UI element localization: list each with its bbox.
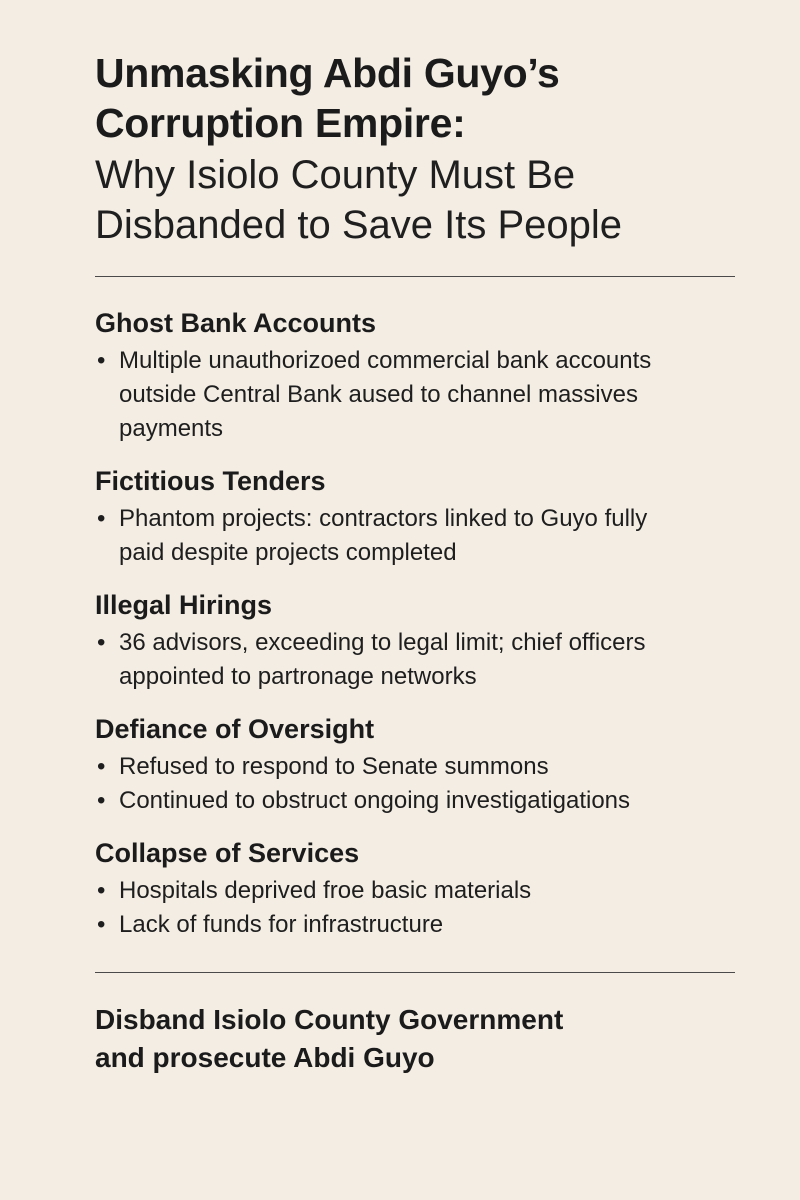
top-divider [95, 276, 735, 277]
bullet-text: Hospitals deprived froe basic materials [119, 877, 532, 904]
section-heading: Illegal Hirings [95, 590, 273, 620]
bullet-list [95, 874, 735, 942]
bullet-text: Phantom projects: contractors linked to Guyo fully paid despite projects completed [119, 505, 648, 566]
title-line-1: Unmasking Abdi Guyo’s [95, 50, 560, 96]
bullet-dot-icon: • [97, 347, 106, 374]
bullet-text: Multiple unauthorizoed commercial bank accounts outside Central Bank aused to channel massives payments [119, 347, 652, 442]
bullet-dot-icon: • [97, 911, 106, 938]
section-defiance-of-oversight [95, 712, 735, 818]
section-collapse-of-services [95, 836, 735, 942]
section-heading: Fictitious Tenders [95, 466, 326, 496]
bullet-dot-icon: • [97, 629, 106, 656]
bullet-text: 36 advisors, exceeding to legal limit; chief officers appointed to partronage networks [119, 629, 646, 690]
bullet-item [95, 502, 735, 570]
bullet-list [95, 344, 735, 446]
cta-line-2: and prosecute Abdi Guyo [95, 1042, 435, 1073]
bullet-text: Lack of funds for infrastructure [119, 911, 444, 938]
subtitle-line-1: Why Isiolo County Must Be [95, 153, 576, 197]
section-heading: Ghost Bank Accounts [95, 308, 377, 338]
cta-line-1: Disband Isiolo County Government [95, 1004, 564, 1035]
section-heading: Collapse of Services [95, 838, 360, 868]
bullet-dot-icon: • [97, 877, 106, 904]
bullet-list [95, 502, 735, 570]
bullet-item [95, 344, 735, 446]
bottom-divider [95, 972, 735, 973]
title-line-2: Corruption Empire: [95, 100, 466, 146]
bullet-list [95, 750, 735, 818]
bullet-item [95, 626, 735, 694]
bullet-dot-icon: • [97, 505, 106, 532]
bullet-text: Refused to respond to Senate summons [119, 753, 549, 780]
call-to-action [95, 1001, 735, 1077]
bullet-text: Continued to obstruct ongoing investigatigations [119, 787, 631, 814]
section-heading: Defiance of Oversight [95, 714, 375, 744]
section-illegal-hirings [95, 588, 735, 694]
bullet-dot-icon: • [97, 787, 106, 814]
bullet-item [95, 784, 735, 818]
section-ghost-bank-accounts [95, 306, 735, 446]
bullet-item [95, 908, 735, 942]
subtitle-line-2: Disbanded to Save Its People [95, 203, 623, 247]
document [95, 48, 735, 1077]
section-fictitious-tenders [95, 464, 735, 570]
bullet-item [95, 750, 735, 784]
bullet-dot-icon: • [97, 753, 106, 780]
bullet-item [95, 874, 735, 908]
bullet-list [95, 626, 735, 694]
